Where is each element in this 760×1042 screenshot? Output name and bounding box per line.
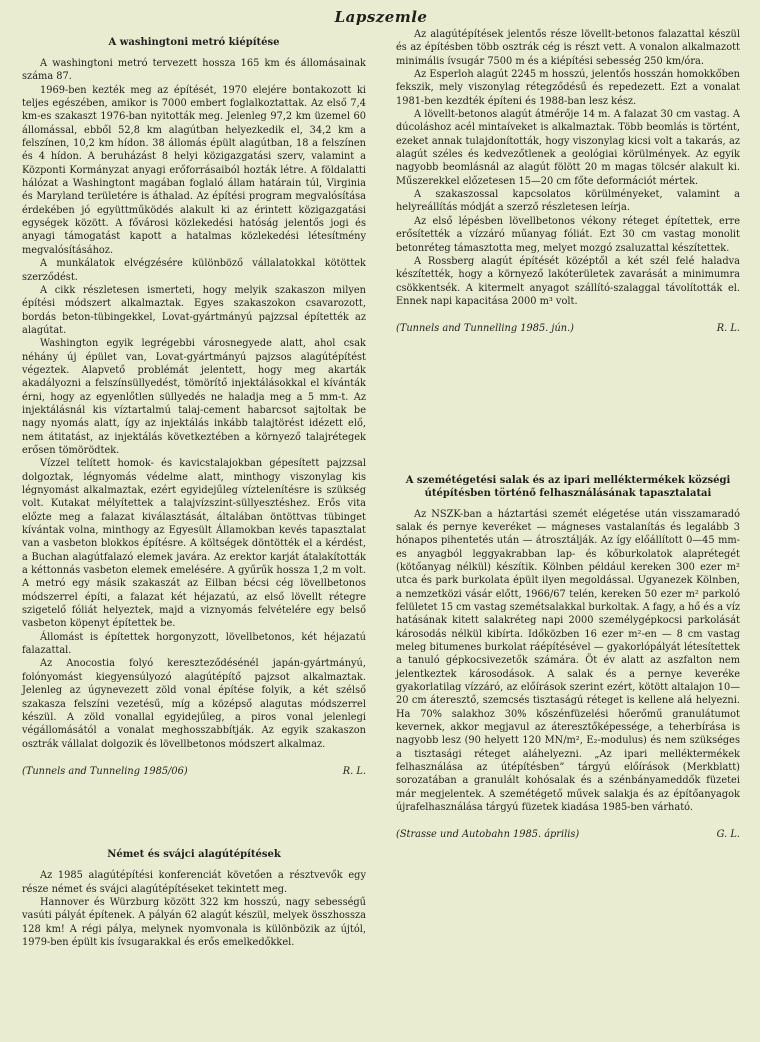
article-paragraph: Vízzel telített homok- és kavicstalajokban gépesített pajzzsal dolgoztak, légnyomás védelme alatt, minthogy viszonylag kis légnyomást alkalmaztak, ezért egyidejűleg víztelenítésre is szükség volt. Kutakat mélyítettek a talajvízszint-süllyesztéshez. Erős vita előzte meg a falazat kiválasztását, általában öntöttvas tübinget kívántak volna, minthogy az Egyesült Államokban kevés tapasztalat van a vasbeton blokkos építésre. A költségek döntötték el a kérdést, a Buchan alagútfalazó elemek javára. Az erektor karját átalakították a kéttonnás vasbeton elemek emelésére. A gyűrűk hossza 1,2 m volt. A metró egy másik szakaszát az Eilban bécsi cég lövellbetonos módszerrel építi, a falazat két héjazatú, az első lövellt rétegre szigetelő fóliát helyeztek, majd a viznyomás felvételére egy belső vasbeton köpenyt építettek be.: [22, 458, 366, 630]
author-initials: G. L.: [716, 829, 740, 841]
article-paragraph: A munkálatok elvégzésére különböző vállalatokkal kötöttek szerződést.: [22, 258, 366, 283]
right-column: [396, 28, 740, 949]
article-paragraph: Az Anocostia folyó kereszteződésénél japán-gyártmányú, folónyomást kiegyensúlyozó alagútépítő pajzsot alkalmaztak. Jelenleg az úgynevezett zöld vonal építése folyik, a két szélső szakasza felszíni vezetésű, míg a középső alagutas módszerrel készül. A zöld vonallal egyidejűleg, a piros vonal jelenlegi végállomásától a vonalat meghosszabbítják. Az egyik szakaszon osztrák vállalat dolgozik és lövellbetonos módszert alkalmaz.: [22, 658, 366, 750]
article-source-line: [396, 828, 740, 841]
article-paragraph: Az NSZK-ban a háztartási szemét elégetése után visszamaradó salak és pernye keveréket — mágneses vastalanítás és legalább 3 hónapos pihentetés után — átrosztálják. Az így előállított 0—45 mm-es anyagból leggyakrabban lap- és kőburkolatok alaprétegét (kötőanyag nélkül) készítik. Kölnben például kereken 300 ezer m² utca és park burkolata épült ilyen megoldással. Ugyanezek Kölnben, a nemzetközi vásár előtt, 1966/67 telén, kereken 50 ezer m² parkoló felületet 15 cm vastag szemétsalakkal burkoltak. A fagy, a hő és a víz hatásának kitett salakréteg napi 2000 személygépkocsi parkolását károsodás nélkül kibírta. Időközben 16 ezer m²-en — 8 cm vastag meleg bitumenes burkolat ráépítésével — gyakorlópályát létesítettek a tanuló gépkocsivezetők számára. Öt év alatt az aszfalton nem jelentkeztek károsodások. A salak és a pernye keveréke gyakorlatilag vízzáró, az előírások szerint ezért, kötött altalajon 10—20 cm áteresztő, szemcsés tisztaságú réteget is kellene alá helyezni. Ha 70% salakhoz 30% kőszénfüzelési hőerőmű granulátumot kevernek, akkor megjavul az áteresztőképessége, a teherbírása is nagyobb lesz (90 helyett 120 MN/m², E₂-modulus) és nem szükséges a tisztasági réteget aláhelyezni. „Az ipari melléktermékek felhasználása az útépítésben” tárgyú előírások (Merkblatt) sorozatában a granulált kohósalak és a szénbányameddők füzetei már megjelentek. A szemétégető művek salakja és az építőanyagok újrafelhasználása tárgyú füzetek kiadása 1985-ben várható.: [396, 508, 741, 814]
article-paragraph: Az alagútépítések jelentős része lövellt-betonos falazattal készül és az építésben több osztrák cég is részt vett. A vonalon alkalmazott minimális ívsugár 7500 m és a kiépítési sebesség 250 km/óra.: [396, 29, 740, 67]
article-paragraph: Az első lépésben lövellbetonos vékony réteget építettek, erre erősítették a vízzáró műanyag fóliát. Ezt 30 cm vastag monolit betonréteg támasztotta meg, melyet mozgó zsaluzattal készítettek.: [396, 215, 740, 254]
article-paragraph: Állomást is építettek horgonyzott, lövellbetonos, két héjazatú falazattal.: [22, 631, 366, 657]
article-paragraph: Az Esperloh alagút 2245 m hosszú, jelentős hosszán homokkőben fekszik, mely viszonylag rétegződésű és repedezett. Ezt a vonalat 1981-ben kezdték építeni és 1988-ban lesz kész.: [396, 69, 740, 107]
article-paragraph: A szakaszossal kapcsolatos körülményeket, valamint a helyreállítás módját a szerző részletesen leírja.: [396, 189, 740, 214]
article-paragraph: A lövellt-betonos alagút átmérője 14 m. A falazat 30 cm vastag. A dúcoláshoz acél mintaíveket is alkalmaztak. Több beomlás is történt, ezeket annak tulajdonították, hogy viszonylag kicsi volt a takarás, az alagút széles és kedvezőtlenek a geológiai körülmények. Az egyik nagyobb beomlásnál az alagút fölött 20 m magas tölcsér alakult ki. Műszerekkel előzetesen 15—20 cm főte deformációt mértek.: [396, 109, 740, 187]
article-source: (Tunnels and Tunnelling 1985. jún.): [396, 323, 575, 335]
two-column-layout: [22, 28, 740, 949]
author-initials: R. L.: [342, 765, 366, 777]
article-paragraph: A Rossberg alagút építését középtől a két szél felé haladva készítették, hogy a környező lakóterületek zavarását a minimumra csökkentsék. A kitermelt anyagot szállító-szalaggal távolították el. Ennek napi kapacitása 2000 m³ volt.: [396, 255, 740, 307]
spacer: [396, 336, 740, 464]
article-source: (Tunnels and Tunneling 1985/06): [22, 765, 188, 777]
article-source: (Strasse und Autobahn 1985. április): [396, 829, 580, 841]
section-masthead: Lapszemle: [334, 8, 428, 26]
article-paragraph: Washington egyik legrégebbi városnegyede alatt, ahol csak néhány új épület van, Lovat-gyártmányú pajzsos alagútépítést végeztek. Alapvető problémát jelentett, hogy meg akarták akadályozni a felszínsüllyedést, tömörítő injektálásokkal el kívánták érni, hogy az egyenlőtlen süllyedés ne haladja meg a 5 mm-t. Az injektálásnál kis víztartalmú talaj-cement habarcsot sajtoltak be nagy nyomás alatt, így az injektálás inkább talajtörést idézett elő, nem átitatást, az injektálás következtében a környező talajrétegek erősen tömörödtek.: [22, 338, 366, 456]
article-paragraph: A washingtoni metró tervezett hossza 165 km és állomásainak száma 87.: [22, 58, 366, 83]
article-title-waste-slag: A szemétégetési salak és az ipari melléktermékek községi útépítésben történő felhasználásának tapasztalatai: [405, 474, 731, 499]
article-title-german-swiss-tunnels: Német és svájci alagútépítések: [107, 849, 281, 861]
article-paragraph: 1969-ben kezték meg az építését, 1970 elejére bontakozott ki teljes egészében, amikor is 7000 embert foglalkoztattak. Az első 7,4 km-es szakaszt 1976-ban nyitották meg. Jelenleg 97,2 km üzemel 60 állomással, ebből 52,8 km alagútban helyezkedik el, 34,2 km a felszínen, 10,2 km hídon. 38 állomás épült alagútban, 18 a felszínen és 4 hídon. A beruházást 8 helyi közigazgatási szerv, valamint a Központi Kormányzat anyagi erőforrásaiból hozták létre. A földalatti hálózat a Washingtont magában foglaló állam határain túl, Virginia és Maryland területére is áthalad. Az építési program megvalósítása érdekében jó együttműködés alakult ki az érintett közigazgatási egységek között. A fővárosi közlekedési hatóság jelentős jogi és anyagi támogatást kapott a hatalmas közlekedési létesítmény megvalósításához.: [22, 84, 366, 256]
article-paragraph: A cikk részletesen ismerteti, hogy melyik szakaszon milyen építési módszert alkalmaztak. Egyes szakaszokon csavarozott, bordás beton-tübingekkel, Lovat-gyártmányú pajzzsal építették az alagútat.: [22, 284, 366, 336]
article-title-washington-metro: A washingtoni metró kiépítése: [108, 37, 280, 48]
article-paragraph: Hannover és Würzburg között 322 km hosszú, nagy sebességű vasúti pályát építenek. A pályán 62 alagút készül, melyek összhossza 128 km! A régi pálya, melynek nyomvonala is különbözik az újtól, 1979-ben épült kis ívsugarakkal és erős emelkedőkkel.: [22, 896, 366, 948]
article-source-line: [396, 322, 740, 335]
author-initials: R. L.: [716, 323, 740, 335]
article-source-line: [22, 765, 366, 778]
spacer: [22, 778, 366, 838]
left-column: [22, 28, 366, 949]
article-paragraph: Az 1985 alagútépítési konferenciát követően a résztvevők egy része német és svájci alagútépítéseket tekintett meg.: [22, 870, 366, 895]
